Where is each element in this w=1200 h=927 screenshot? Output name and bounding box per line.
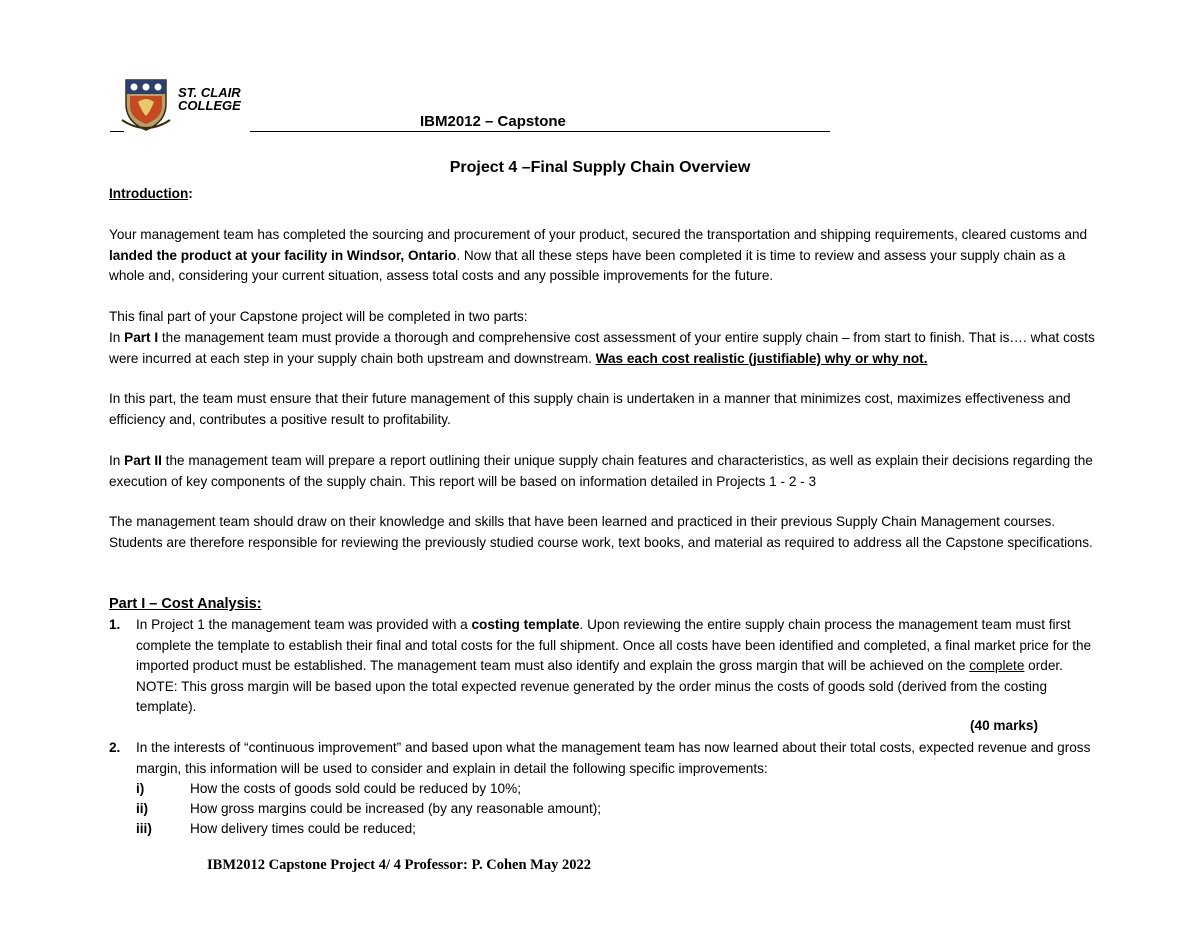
intro-heading-line — [109, 184, 1099, 205]
item1-costing-template: costing template — [471, 617, 580, 632]
college-logo — [120, 76, 260, 132]
intro-paragraph-5 — [109, 451, 1099, 492]
list-item-2-number: 2. — [109, 740, 121, 755]
logo-line-1: ST. CLAIR — [178, 85, 241, 100]
sub-item-ii-text: How gross margins could be increased (by any reasonable amount); — [190, 801, 602, 816]
item1-text-a: In Project 1 the management team was provided with a — [136, 617, 472, 632]
sub-item-i-marker: i) — [136, 781, 145, 796]
item1-complete: complete — [969, 658, 1025, 673]
intro-paragraph-6: The management team should draw on their knowledge and skills that have been learned and practiced in their previous Supply Chain Management courses. Students are therefore responsible for reviewing the previously studied course work, text books, and material as required to address all the Capstone specifications. — [109, 514, 1093, 550]
intro-paragraph-2: This final part of your Capstone project will be completed in two parts: — [109, 309, 528, 324]
intro-p3-text: In — [109, 330, 125, 345]
item1-text-c: . Upon reviewing the entire supply chain process the management team must first complete the template to establish their final and total costs for the full shipment. Once all costs have been identified and completed, a final market price for the imported product must be established. The management team must also identify and explain the gross margin that will be achieved on the — [136, 617, 1092, 673]
part-i-label: Part I — [124, 330, 159, 345]
part-1-heading: Part I – Cost Analysis: — [109, 596, 262, 612]
logo-line-2: COLLEGE — [178, 98, 241, 113]
sub-item-i-text: How the costs of goods sold could be reduced by 10%; — [190, 781, 521, 796]
list-item-1-number: 1. — [109, 617, 121, 632]
part-ii-label: Part II — [124, 453, 162, 468]
header-rule-left — [110, 113, 124, 132]
intro-p3-emphasis: Was each cost realistic (justifiable) why or why not. — [595, 350, 928, 366]
list-item-1-text — [136, 615, 1101, 718]
intro-p5-body: the management team will prepare a report outlining their unique supply chain features and characteristics, as well as explain their decisions regarding the execution of key components of the supply chain. This report will be based on information detailed in Projects 1 - 2 - 3 — [109, 453, 1093, 489]
intro-p1-text: Your management team has completed the sourcing and procurement of your product, secured the transportation and shipping requirements, cleared customs and — [109, 227, 1088, 242]
intro-p5-text: In — [109, 453, 125, 468]
marks-label: (40 marks) — [970, 718, 1039, 733]
intro-heading-colon: : — [188, 186, 193, 201]
sub-item-iii-marker: iii) — [136, 821, 152, 836]
intro-p3-body: the management team must provide a thorough and comprehensive cost assessment of your entire supply chain – from start to finish. That is…. what costs were incurred at each step in your supply chain both upstream and downstream. — [109, 330, 1095, 366]
intro-p1-bold: landed the product at your facility in Windsor, Ontario — [109, 247, 457, 263]
sub-item-iii-text: How delivery times could be reduced; — [190, 821, 416, 836]
intro-paragraph-1 — [109, 225, 1099, 287]
intro-paragraph-3 — [109, 328, 1099, 369]
course-title: IBM2012 – Capstone — [420, 113, 566, 130]
page-footer: IBM2012 Capstone Project 4/ 4 Professor: P. Cohen May 2022 — [207, 857, 591, 873]
intro-heading: Introduction — [109, 186, 189, 201]
sub-item-ii-marker: ii) — [136, 801, 149, 816]
intro-p1-text-end: . Now that all these steps have been completed it is time to review and assess your supply chain as a whole and, considering your current situation, assess total costs and any possible improvements for the future. — [109, 247, 1066, 283]
document-title: Project 4 –Final Supply Chain Overview — [449, 159, 751, 176]
list-item-2-text: In the interests of “continuous improvement” and based upon what the management team has now learned about their total costs, expected revenue and gross margin, this information will be used to consider and explain in detail the following specific improvements: — [136, 740, 1091, 776]
intro-paragraph-4: In this part, the team must ensure that their future management of this supply chain is undertaken in a manner that minimizes cost, maximizes effectiveness and efficiency and, contributes a positive result to profitability. — [109, 391, 1071, 427]
item1-text-e: order. NOTE: This gross margin will be based upon the total expected revenue generated by the order minus the costs of goods sold (derived from the costing template). — [136, 658, 1063, 714]
crest-icon — [120, 76, 172, 132]
